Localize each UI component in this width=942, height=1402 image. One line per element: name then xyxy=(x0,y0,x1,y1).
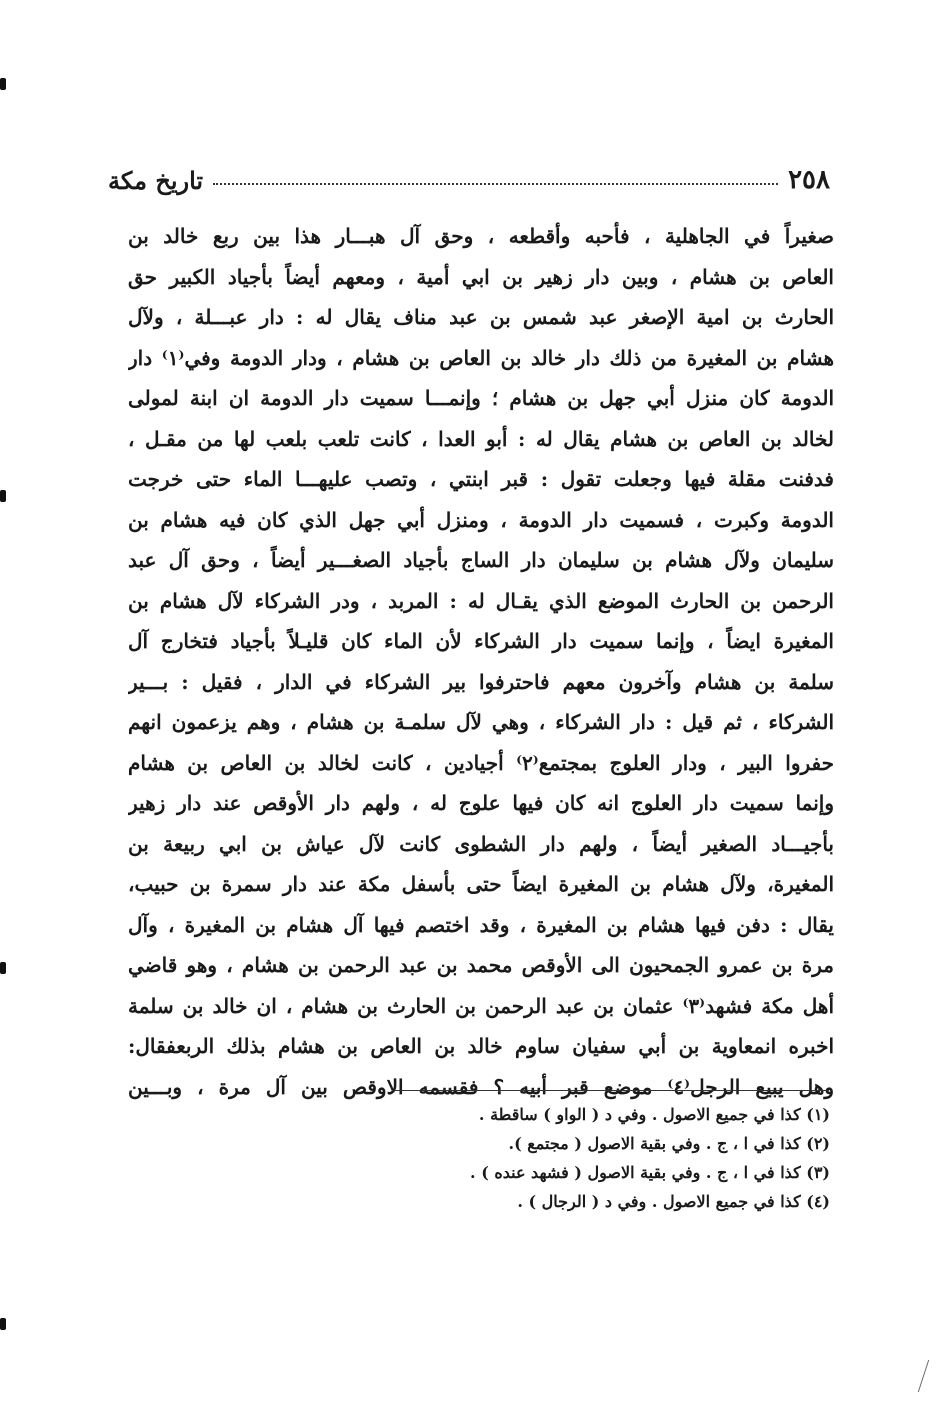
text-line: الحارث بن امية الإصغر عبد شمس بن عبد مناف يقال له : دار عبـــلة ، ولآل xyxy=(128,305,834,329)
text-line: اخبره انمعاوية بن أبي سفيان ساوم خالد بن العاص بن هشام بذلك الربعفقال: xyxy=(128,1034,834,1058)
text-line: الدومة وكبرت ، فسميت دار الدومة ، ومنزل أبي جهل الذي كان فيه هشام بن xyxy=(128,507,834,532)
scan-speck xyxy=(0,490,6,502)
text-line: بأجيـــاد الصغير أيضاً ، ولهم دار الشطوى كانت لآل عياش بن ابي ربيعة بن xyxy=(128,831,834,856)
text-line: صغيراً في الجاهلية ، فأحبه وأقطعه ، وحق آل هبـــار هذا بين ربع خالد بن xyxy=(128,224,834,248)
running-title: تاريخ مكة xyxy=(108,165,204,195)
footnote-separator xyxy=(392,1090,829,1091)
footnote-1: (١) كذا في جميع الاصول . وفي د ( الواو ) ساقطة . xyxy=(478,1105,830,1124)
text-line: فدفنت مقلة فيها وجعلت تقول : قبر ابنتي ، وتصب عليهـــا الماء حتى خرجت xyxy=(128,467,834,491)
scan-speck xyxy=(0,1318,6,1330)
header-dotted-rule xyxy=(213,183,778,185)
text-line: سليمان ولآل هشام بن سليمان دار الساج بأجياد الصغـــير أيضاً ، وحق آل عبد xyxy=(128,548,834,572)
text-line: العاص بن هشام ، وبين دار زهير بن ابي أمية ، ومعهم أيضاً بأجياد الكبير حق xyxy=(128,264,834,289)
page-header xyxy=(108,160,830,200)
body-text xyxy=(128,216,834,1107)
footnote-2: (٢) كذا في ا ، ج . وفي بقية الاصول ( مجتمع ). xyxy=(508,1134,830,1153)
footnote-3: (٣) كذا في ا ، ج . وفي بقية الاصول ( فشهد عنده ) . xyxy=(470,1163,830,1182)
text-line: وإنما سميت دار العلوج انه كان فيها علوج له ، ولهم دار الأوقص عند دار زهير xyxy=(128,791,834,815)
page-number: ٢٥٨ xyxy=(788,165,830,195)
text-line: المغيرة ايضاً ، وإنما سميت دار الشركاء لأن الماء كان قليـلاً بأجياد فتخارج آل xyxy=(128,629,834,653)
text-line: المغيرة، ولآل هشام بن المغيرة ايضاً حتى بأسفل مكة عند دار سمرة بن حبيب، xyxy=(128,872,834,896)
page-curl-mark xyxy=(918,1360,942,1392)
text-line: وهل يبيع الرجل⁽٤⁾ موضع قبر أبيه ؟ فقسمه الاوقص بين آل مرة ، وبـــين xyxy=(128,1074,834,1099)
text-line: لخالد بن العاص بن هشام يقال له : أبو العدا ، كانت تلعب بلعب لها من مقـل ، xyxy=(128,426,834,451)
text-line: الشركاء ، ثم قيل : دار الشركاء ، وهي لآل سلمـة بن هشام ، وهم يزعمون انهم xyxy=(128,710,834,734)
footnotes xyxy=(300,1100,830,1216)
scan-speck xyxy=(0,962,6,974)
text-line: الدومة كان منزل أبي جهل بن هشام ؛ وإنمـــا سميت دار الدومة ان ابنة لمولى xyxy=(128,386,834,410)
scan-speck xyxy=(0,78,6,90)
text-line: هشام بن المغيرة من ذلك دار خالد بن العاص بن هشام ، ودار الدومة وفي⁽١⁾ دار xyxy=(128,345,834,370)
text-line: مرة بن عمرو الجمحيون الى الأوقص محمد بن عبد الرحمن بن هشام ، وهو قاضي xyxy=(128,953,834,977)
text-line: حفروا البير ، ودار العلوج بمجتمع⁽٢⁾ أجيادين ، كانت لخالد بن العاص بن هشام xyxy=(128,750,834,775)
text-line: سلمة بن هشام وآخرون معهم فاحترفوا بير الشركاء في الدار ، فقيل : بـــير xyxy=(128,669,834,694)
text-line: يقال : دفن فيها هشام بن المغيرة ، وقد اختصم فيها آل هشام بن المغيرة ، وآل xyxy=(128,912,834,937)
footnote-4: (٤) كذا في جميع الاصول . وفي د ( الرجال ) . xyxy=(517,1192,830,1211)
text-line: أهل مكة فشهد⁽٣⁾ عثمان بن عبد الرحمن بن الحارث بن هشام ، ان خالد بن سلمة xyxy=(128,993,834,1018)
text-line: الرحمن بن الحارث الموضع الذي يقـال له : المربد ، ودر الشركاء لآل هشام بن xyxy=(128,588,834,613)
